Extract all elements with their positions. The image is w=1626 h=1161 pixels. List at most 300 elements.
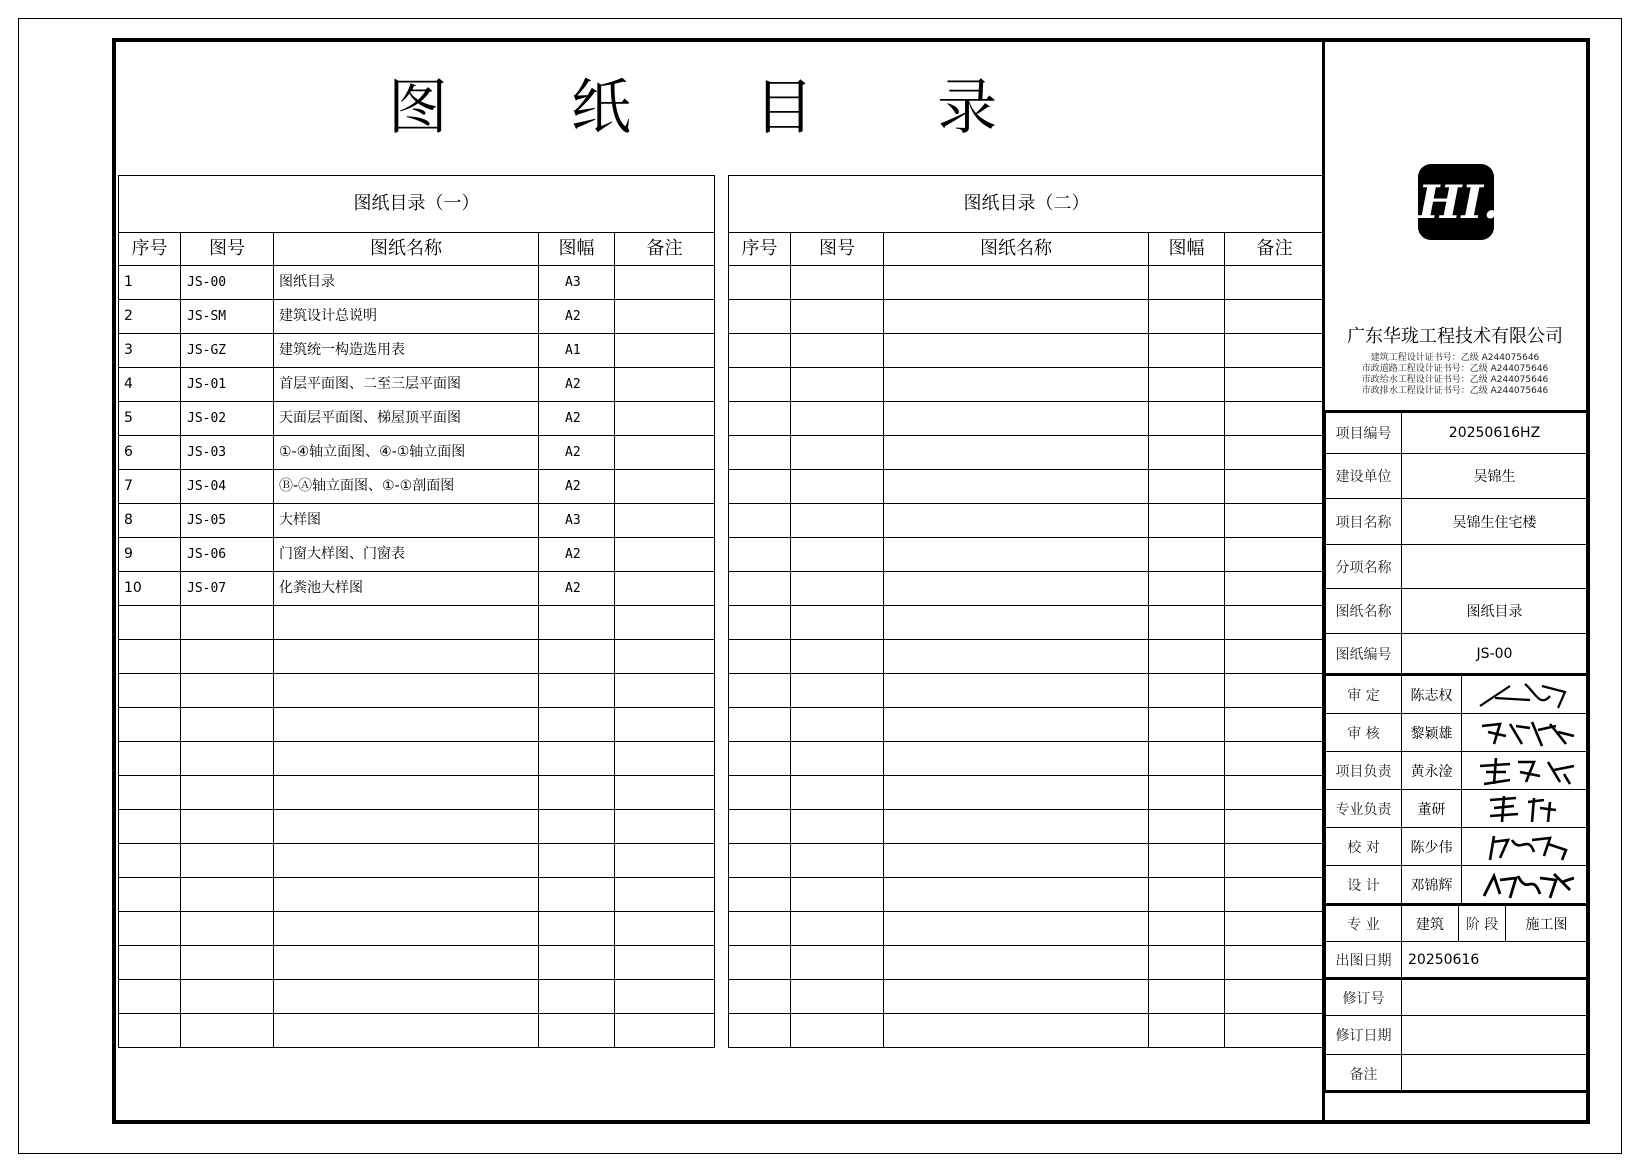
stage-table: [1325, 905, 1588, 979]
table-row: [729, 708, 1325, 742]
sheet-size-cell: A2: [539, 436, 615, 470]
table-row: [119, 436, 715, 470]
drawing-number-cell: [181, 1014, 274, 1048]
sheet-size-cell: [1149, 776, 1225, 810]
sheet-size-cell: [1149, 844, 1225, 878]
row-number-cell: [119, 606, 181, 640]
row-number-cell: [729, 640, 791, 674]
signature: [1462, 866, 1588, 904]
sheet-size-cell: [539, 742, 615, 776]
table-row: [729, 606, 1325, 640]
drawing-name-cell: Ⓑ-Ⓐ轴立面图、①-①剖面图: [274, 470, 539, 504]
row-number-cell: [729, 980, 791, 1014]
drawing-name: 图纸目录: [1402, 589, 1588, 634]
drawing-name-cell: [884, 912, 1149, 946]
sheet-size-cell: [1149, 436, 1225, 470]
drawing-name-cell: [884, 572, 1149, 606]
drawing-name-cell: [884, 606, 1149, 640]
remarks-cell: [615, 674, 715, 708]
signature: [1462, 676, 1588, 714]
page-title: 图 纸 目 录: [387, 73, 1050, 143]
client-name: 吴锦生: [1402, 454, 1588, 499]
signoff-role: 校 对: [1326, 828, 1402, 866]
drawing-name-cell: [884, 776, 1149, 810]
drawing-number-cell: [181, 946, 274, 980]
sheet-size-cell: [539, 640, 615, 674]
drawing-number-cell: [791, 844, 884, 878]
remarks-cell: [615, 844, 715, 878]
divider: [1325, 1090, 1587, 1093]
drawing-number-cell: [791, 980, 884, 1014]
table-row: [119, 538, 715, 572]
table-row: [119, 810, 715, 844]
column-header: 备注: [615, 233, 715, 266]
drawing-number-cell: [791, 368, 884, 402]
row-number-cell: 10: [119, 572, 181, 606]
remarks-cell: [1225, 708, 1325, 742]
table-row: [729, 912, 1325, 946]
drawing-name-cell: [274, 878, 539, 912]
sheet-size-cell: [1149, 300, 1225, 334]
discipline-value: 建筑: [1402, 906, 1459, 942]
drawing-name-cell: [274, 912, 539, 946]
table-row: [729, 266, 1325, 300]
drawing-name-cell: 门窗大样图、门窗表: [274, 538, 539, 572]
table-row: [729, 878, 1325, 912]
row-number-cell: [119, 810, 181, 844]
sheet-size-cell: [539, 946, 615, 980]
row-number-cell: [729, 470, 791, 504]
row-number-cell: [729, 538, 791, 572]
sheet-size-cell: [539, 878, 615, 912]
drawing-name-cell: 化粪池大样图: [274, 572, 539, 606]
sheet-size-cell: [1149, 912, 1225, 946]
drawing-name-cell: [274, 844, 539, 878]
drawing-number-cell: [181, 980, 274, 1014]
row-number-cell: 3: [119, 334, 181, 368]
info-label: 项目名称: [1326, 499, 1402, 545]
row-number-cell: [119, 844, 181, 878]
remarks-cell: [1225, 844, 1325, 878]
drawing-number-cell: JS-SM: [181, 300, 274, 334]
info-label: 项目编号: [1326, 413, 1402, 454]
remarks-cell: [1225, 912, 1325, 946]
drawing-name-cell: [884, 368, 1149, 402]
signoff-name: 陈少伟: [1402, 828, 1462, 866]
sheet-size-cell: A2: [539, 572, 615, 606]
certificate-line: 市政道路工程设计证书号：乙级 A244075646: [1361, 364, 1549, 374]
drawing-name-cell: [884, 504, 1149, 538]
sheet-size-cell: [539, 912, 615, 946]
row-number-cell: 2: [119, 300, 181, 334]
sheet-size-cell: A2: [539, 402, 615, 436]
drawing-list-table-2: [728, 175, 1325, 1048]
remarks-cell: [1225, 402, 1325, 436]
drawing-number-cell: [791, 266, 884, 300]
table-row: [119, 402, 715, 436]
drawing-number-cell: [181, 674, 274, 708]
table-caption: 图纸目录（二）: [729, 176, 1325, 233]
row-number-cell: [729, 844, 791, 878]
table-row: [729, 844, 1325, 878]
row-number-cell: [729, 572, 791, 606]
remarks-label: 备注: [1326, 1055, 1402, 1093]
issue-date: 20250616: [1402, 942, 1588, 979]
drawing-name-cell: 图纸目录: [274, 266, 539, 300]
table-row: [119, 742, 715, 776]
drawing-number-cell: JS-07: [181, 572, 274, 606]
drawing-name-cell: [884, 742, 1149, 776]
signoff-role: 专业负责: [1326, 790, 1402, 828]
table-row: [119, 334, 715, 368]
row-number-cell: [729, 674, 791, 708]
remarks-cell: [1225, 470, 1325, 504]
remarks-cell: [615, 1014, 715, 1048]
row-number-cell: [119, 674, 181, 708]
sheet-size-cell: [1149, 470, 1225, 504]
drawing-number-cell: [181, 776, 274, 810]
sheet-size-cell: A3: [539, 266, 615, 300]
table-row: [119, 878, 715, 912]
row-number-cell: [729, 776, 791, 810]
remarks-cell: [615, 606, 715, 640]
row-number-cell: [119, 776, 181, 810]
remarks-cell: [615, 368, 715, 402]
project-info-table: [1325, 412, 1588, 674]
drawing-number-cell: [181, 742, 274, 776]
drawing-number-cell: JS-03: [181, 436, 274, 470]
drawing-number-cell: [791, 674, 884, 708]
row-number-cell: [729, 300, 791, 334]
table-row: [119, 674, 715, 708]
drawing-name-cell: [274, 742, 539, 776]
certificate-list: [1330, 353, 1580, 397]
drawing-name-cell: [884, 334, 1149, 368]
row-number-cell: [729, 266, 791, 300]
remarks-cell: [1225, 368, 1325, 402]
drawing-number-cell: [791, 572, 884, 606]
table-row: [119, 606, 715, 640]
drawing-number-cell: [791, 810, 884, 844]
table-row: [729, 674, 1325, 708]
drawing-number-cell: [791, 878, 884, 912]
stage-value: 施工图: [1506, 906, 1588, 942]
signature: [1462, 790, 1588, 828]
drawing-name-cell: [884, 844, 1149, 878]
table-row: [119, 980, 715, 1014]
sheet-size-cell: A2: [539, 300, 615, 334]
company-logo: HI.: [1418, 164, 1494, 240]
signoff-role: 设 计: [1326, 866, 1402, 904]
drawing-name-cell: [884, 1014, 1149, 1048]
table-row: [729, 572, 1325, 606]
row-number-cell: 4: [119, 368, 181, 402]
sheet-size-cell: [539, 674, 615, 708]
column-header: 备注: [1225, 233, 1325, 266]
row-number-cell: 8: [119, 504, 181, 538]
drawing-name-cell: [884, 470, 1149, 504]
sheet-size-cell: [1149, 742, 1225, 776]
table-row: [119, 844, 715, 878]
revision-number: [1402, 980, 1588, 1016]
info-label: 分项名称: [1326, 545, 1402, 589]
drawing-number-cell: [791, 776, 884, 810]
table-row: [729, 368, 1325, 402]
remarks-cell: [1225, 810, 1325, 844]
drawing-name-cell: ①-④轴立面图、④-①轴立面图: [274, 436, 539, 470]
row-number-cell: 7: [119, 470, 181, 504]
drawing-number-cell: [181, 606, 274, 640]
drawing-name-cell: [884, 266, 1149, 300]
column-header: 序号: [729, 233, 791, 266]
row-number-cell: [119, 742, 181, 776]
project-name: 吴锦生住宅楼: [1402, 499, 1588, 545]
stage-label: 阶 段: [1459, 906, 1506, 942]
remarks-cell: [615, 436, 715, 470]
sheet-size-cell: [1149, 1014, 1225, 1048]
drawing-name-cell: [884, 980, 1149, 1014]
remarks-cell: [1225, 334, 1325, 368]
row-number-cell: 6: [119, 436, 181, 470]
row-number-cell: [729, 810, 791, 844]
sheet-size-cell: A3: [539, 504, 615, 538]
column-header: 图幅: [1149, 233, 1225, 266]
drawing-name-cell: [884, 538, 1149, 572]
row-number-cell: [119, 708, 181, 742]
remarks-cell: [615, 878, 715, 912]
remarks-cell: [1225, 946, 1325, 980]
signoff-role: 审 核: [1326, 714, 1402, 752]
certificate-line: 建筑工程设计证书号：乙级 A244075646: [1370, 353, 1540, 363]
table-row: [119, 300, 715, 334]
drawing-number-cell: [791, 912, 884, 946]
drawing-number-cell: [791, 334, 884, 368]
column-header: 图号: [181, 233, 274, 266]
table-row: [119, 912, 715, 946]
sheet-size-cell: [1149, 674, 1225, 708]
signoff-name: 黎颖雄: [1402, 714, 1462, 752]
drawing-number-cell: [791, 436, 884, 470]
sheet-size-cell: [1149, 606, 1225, 640]
table-row: [729, 640, 1325, 674]
remarks-cell: [615, 640, 715, 674]
table-row: [729, 402, 1325, 436]
table-row: [729, 300, 1325, 334]
sheet-size-cell: [1149, 538, 1225, 572]
drawing-name-cell: [274, 1014, 539, 1048]
sheet-size-cell: [1149, 708, 1225, 742]
company-name: 广东华珑工程技术有限公司: [1347, 326, 1563, 347]
drawing-number: JS-00: [1402, 634, 1588, 674]
remarks-cell: [1225, 504, 1325, 538]
row-number-cell: [119, 946, 181, 980]
drawing-name-cell: [884, 674, 1149, 708]
row-number-cell: 5: [119, 402, 181, 436]
remarks-cell: [1225, 742, 1325, 776]
signoff-table: [1325, 675, 1588, 904]
remarks-cell: [615, 980, 715, 1014]
column-header: 图幅: [539, 233, 615, 266]
drawing-name-cell: [274, 708, 539, 742]
row-number-cell: [729, 606, 791, 640]
drawing-name-cell: [274, 640, 539, 674]
table-row: [729, 470, 1325, 504]
row-number-cell: 9: [119, 538, 181, 572]
revision-date-label: 修订日期: [1326, 1016, 1402, 1055]
remarks-cell: [615, 538, 715, 572]
drawing-number-cell: [181, 810, 274, 844]
drawing-number-cell: JS-01: [181, 368, 274, 402]
table-row: [729, 1014, 1325, 1048]
sheet-size-cell: [1149, 980, 1225, 1014]
drawing-number-cell: [791, 742, 884, 776]
row-number-cell: [119, 640, 181, 674]
info-label: 图纸编号: [1326, 634, 1402, 674]
sub-item-name: [1402, 545, 1588, 589]
row-number-cell: [729, 742, 791, 776]
drawing-number-cell: [791, 470, 884, 504]
drawing-number-cell: [791, 402, 884, 436]
remarks-cell: [615, 708, 715, 742]
table-row: [119, 504, 715, 538]
remarks-cell: [1225, 538, 1325, 572]
info-label: 建设单位: [1326, 454, 1402, 499]
drawing-name-cell: [884, 946, 1149, 980]
drawing-number-cell: [791, 606, 884, 640]
sheet-size-cell: A2: [539, 368, 615, 402]
table-row: [729, 810, 1325, 844]
row-number-cell: [729, 402, 791, 436]
revision-table: [1325, 979, 1588, 1093]
row-number-cell: [119, 912, 181, 946]
table-row: [729, 946, 1325, 980]
remarks-cell: [615, 266, 715, 300]
table-row: [119, 776, 715, 810]
drawing-number-cell: [181, 912, 274, 946]
remarks-cell: [1225, 776, 1325, 810]
column-header: 图号: [791, 233, 884, 266]
remarks-cell: [615, 300, 715, 334]
sheet-size-cell: [1149, 402, 1225, 436]
sheet-size-cell: [1149, 334, 1225, 368]
drawing-name-cell: 建筑统一构造选用表: [274, 334, 539, 368]
drawing-number-cell: JS-05: [181, 504, 274, 538]
remarks-cell: [1225, 572, 1325, 606]
drawing-number-cell: [181, 878, 274, 912]
sheet-size-cell: A2: [539, 538, 615, 572]
drawing-name-cell: [884, 640, 1149, 674]
signoff-role: 审 定: [1326, 676, 1402, 714]
row-number-cell: [729, 334, 791, 368]
remarks-cell: [615, 742, 715, 776]
remarks-cell: [1225, 878, 1325, 912]
drawing-name-cell: [274, 776, 539, 810]
remarks-cell: [615, 470, 715, 504]
table-row: [729, 776, 1325, 810]
signature: [1462, 828, 1588, 866]
remarks-cell: [615, 504, 715, 538]
remarks-cell: [615, 912, 715, 946]
row-number-cell: [119, 1014, 181, 1048]
sheet-size-cell: A2: [539, 470, 615, 504]
table-row: [119, 1014, 715, 1048]
revision-date: [1402, 1016, 1588, 1055]
drawing-name-cell: [884, 300, 1149, 334]
drawing-name-cell: [274, 606, 539, 640]
table-row: [119, 946, 715, 980]
table-row: [119, 368, 715, 402]
drawing-name-cell: [884, 402, 1149, 436]
row-number-cell: 1: [119, 266, 181, 300]
drawing-name-cell: 首层平面图、二至三层平面图: [274, 368, 539, 402]
drawing-number-cell: [791, 1014, 884, 1048]
signoff-name: 邓锦辉: [1402, 866, 1462, 904]
remarks-cell: [615, 946, 715, 980]
table-row: [119, 708, 715, 742]
column-header: 序号: [119, 233, 181, 266]
table-row: [729, 504, 1325, 538]
row-number-cell: [729, 912, 791, 946]
drawing-number-cell: [791, 538, 884, 572]
sheet-size-cell: [539, 1014, 615, 1048]
sheet-size-cell: A1: [539, 334, 615, 368]
table-row: [119, 266, 715, 300]
remarks-cell: [615, 776, 715, 810]
drawing-number-cell: [791, 640, 884, 674]
remarks-cell: [1225, 980, 1325, 1014]
remarks-cell: [1225, 300, 1325, 334]
certificate-line: 市政排水工程设计证书号：乙级 A244075646: [1361, 386, 1549, 396]
remarks-cell: [1225, 436, 1325, 470]
project-number: 20250616HZ: [1402, 413, 1588, 454]
table-row: [729, 538, 1325, 572]
row-number-cell: [729, 504, 791, 538]
drawing-number-cell: JS-06: [181, 538, 274, 572]
sheet-size-cell: [539, 980, 615, 1014]
row-number-cell: [119, 980, 181, 1014]
remarks-cell: [1225, 606, 1325, 640]
drawing-name-cell: [274, 946, 539, 980]
drawing-name-cell: 建筑设计总说明: [274, 300, 539, 334]
info-label: 图纸名称: [1326, 589, 1402, 634]
signoff-name: 陈志权: [1402, 676, 1462, 714]
date-label: 出图日期: [1326, 942, 1402, 979]
drawing-name-cell: [274, 810, 539, 844]
remarks-cell: [1225, 266, 1325, 300]
row-number-cell: [729, 878, 791, 912]
remarks-cell: [615, 810, 715, 844]
remarks-cell: [615, 572, 715, 606]
drawing-number-cell: JS-00: [181, 266, 274, 300]
table-row: [729, 436, 1325, 470]
drawing-number-cell: [791, 946, 884, 980]
table-row: [729, 742, 1325, 776]
column-header: 图纸名称: [274, 233, 539, 266]
remarks-cell: [1225, 1014, 1325, 1048]
remarks-value: [1402, 1055, 1588, 1093]
table-row: [119, 640, 715, 674]
signoff-role: 项目负责: [1326, 752, 1402, 790]
drawing-number-cell: [791, 708, 884, 742]
drawing-number-cell: [181, 844, 274, 878]
drawing-number-cell: [791, 300, 884, 334]
table-caption: 图纸目录（一）: [119, 176, 715, 233]
remarks-cell: [1225, 640, 1325, 674]
sheet-size-cell: [1149, 946, 1225, 980]
row-number-cell: [729, 1014, 791, 1048]
drawing-name-cell: [884, 708, 1149, 742]
table-row: [119, 470, 715, 504]
